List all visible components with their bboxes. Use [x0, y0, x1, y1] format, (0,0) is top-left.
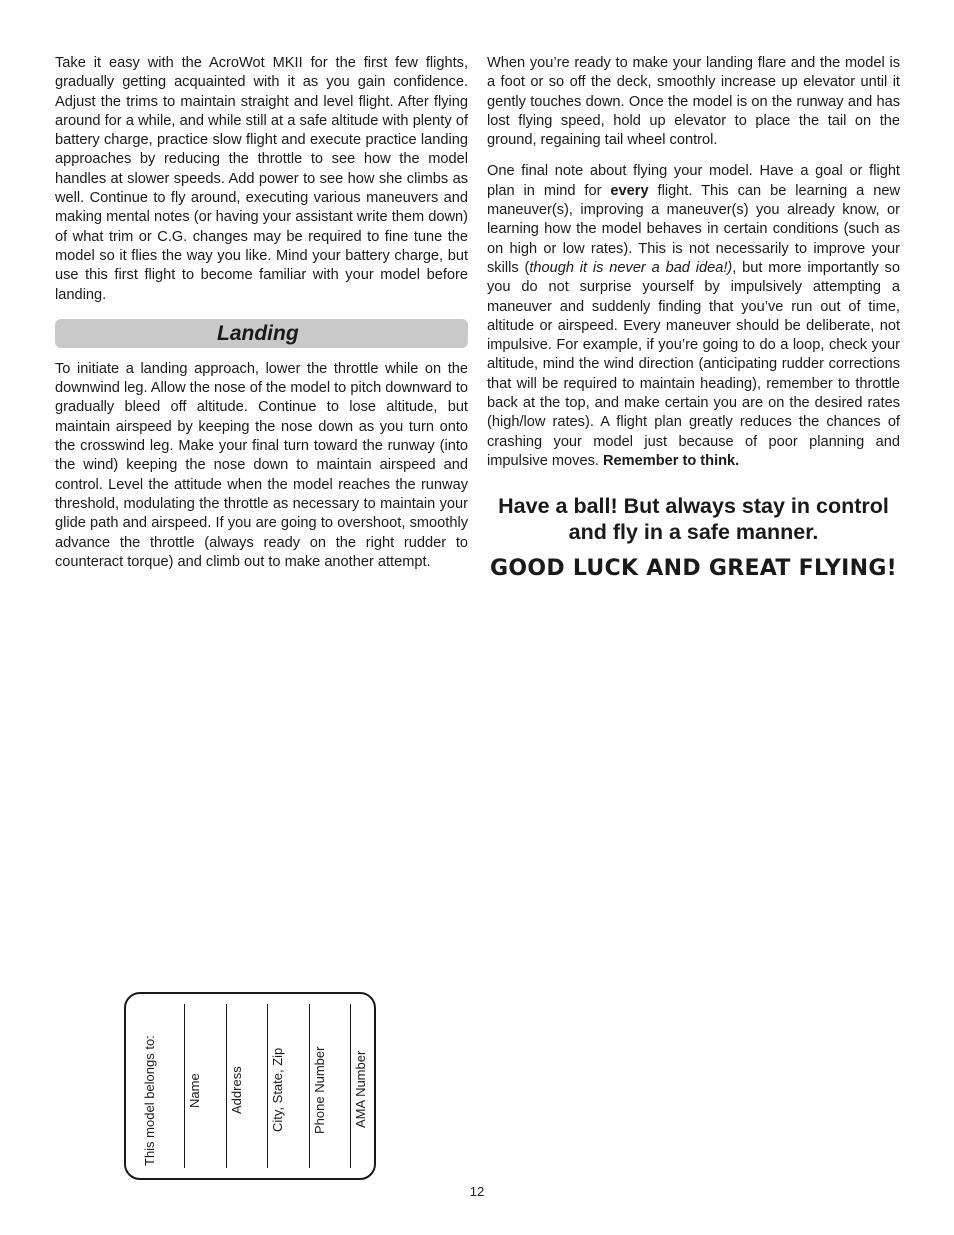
page-number: 12 [469, 1184, 485, 1199]
card-field-phone: Phone Number [312, 1046, 327, 1134]
final-note-text-3: , but more importantly so you do not surprise yourself by impulsively attempting a maneuver and suddenly finding that you’ve run out of time, altitude or airspeed. Every maneuver should be deliberate, not impulsive. For example, if you’re going to do a loop, check your altitude, mind the wind direction (anticipating rudder corrections that will be required to maintain heading), remember to throttle back at the top, and make certain you are on the desired rates (high/low rates). A flight plan greatly reduces the chances of crashing your model just because of poor planning and impulsive moves. [487, 259, 900, 469]
card-field-city-state-zip: City, State, Zip [270, 1047, 285, 1132]
card-line-ama[interactable] [350, 1004, 351, 1168]
slogan-line-1: Have a ball! But always stay in control [498, 494, 889, 519]
card-field-ama: AMA Number [353, 1050, 368, 1128]
slogan [487, 493, 900, 545]
card-title: This model belongs to: [142, 1035, 157, 1166]
card-field-name: Name [187, 1073, 202, 1108]
final-note-text-2: flight. This can be learning a new maneuver(s), improving a maneuver(s) you already know, or learning how the model behaves in certain conditions (such as on high or low rates). This is not necessarily to improve your skills ( [487, 182, 900, 276]
final-note-text-1: One final note about flying your model. Have a goal or flight plan in mind for [487, 163, 900, 199]
card-line-phone[interactable] [309, 1004, 310, 1168]
good-luck-banner: GOOD LUCK AND GREAT FLYING! [489, 556, 898, 582]
final-note-paragraph [487, 162, 900, 471]
slogan-line-2: and fly in a safe manner. [568, 520, 819, 545]
right-column [487, 54, 900, 582]
card-line-address[interactable] [226, 1004, 227, 1168]
intro-paragraph: Take it easy with the AcroWot MKII for the first few flights, gradually getting acquainted with it as you gain confidence. Adjust the trims to maintain straight and level flight. After flying around for a while, and while still at a safe altitude with plenty of battery charge, practice slow flight and execute practice landing approaches by reducing the throttle to see how the model handles at slower speeds. Add power to see how she climbs as well. Continue to fly around, executing various maneuvers and making mental notes (or having your assistant write them down) of what trim or C.G. changes may be required to fine tune the model so it flies the way you like. Mind your battery charge, but use this first flight to become familiar with your model before landing. [55, 55, 468, 303]
final-note-italic: though it is never a bad idea!) [529, 259, 733, 276]
ownership-card [124, 992, 376, 1180]
landing-paragraph: To initiate a landing approach, lower the throttle while on the downwind leg. Allow the nose of the model to pitch downward to gradually bleed off altitude. Continue to lose altitude, but maintain airspeed by keeping the nose down as you turn onto the crosswind leg. Make your final turn toward the runway (into the wind) keeping the nose down to maintain airspeed and control. Level the attitude when the model reaches the runway threshold, modulating the throttle as necessary to maintain your glide path and airspeed. If you are going to overshoot, smoothly advance the throttle (always ready on the right rudder to counteract torque) and climb out to make another attempt. [55, 360, 468, 570]
card-line-city-state-zip[interactable] [267, 1004, 268, 1168]
landing-heading-bar [55, 319, 468, 348]
landing-heading: Landing [217, 321, 299, 345]
left-column [55, 54, 468, 572]
flare-paragraph: When you’re ready to make your landing flare and the model is a foot or so off the deck, smoothly increase up elevator until it gently touches down. Once the model is on the runway and has lost flying speed, hold up elevator to place the tail on the ground, regaining tail wheel control. [487, 55, 900, 149]
final-note-bold-remember: Remember to think. [602, 452, 740, 469]
final-note-bold-every: every [610, 182, 649, 199]
card-line-name[interactable] [184, 1004, 185, 1168]
card-field-address: Address [229, 1066, 244, 1114]
